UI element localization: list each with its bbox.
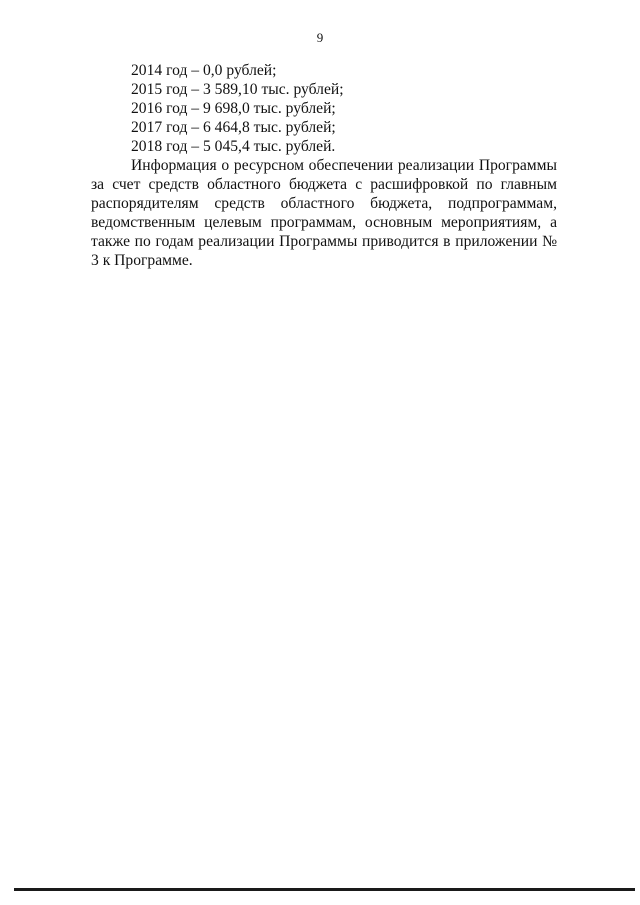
funding-line-2015: 2015 год – 3 589,10 тыс. рублей; xyxy=(131,81,344,98)
bottom-border-line xyxy=(14,888,635,891)
page-number: 9 xyxy=(316,30,324,45)
funding-line-2017: 2017 год – 6 464,8 тыс. рублей; xyxy=(131,119,336,136)
funding-line-2018: 2018 год – 5 045,4 тыс. рублей. xyxy=(131,138,336,155)
funding-line-2014: 2014 год – 0,0 рублей; xyxy=(131,62,277,79)
funding-line-2016: 2016 год – 9 698,0 тыс. рублей; xyxy=(131,100,336,117)
resource-info-paragraph: Информация о ресурсном обеспечении реализации Программы за счет средств областного бюджета с расшифровкой по главным распорядителям средств областного бюджета, подпрограммам, ведомственным целевым программам, основным мероприятиям, а также по годам реализации Программы приводится в приложении № 3 к Программе. xyxy=(91,157,557,269)
document-body xyxy=(91,61,557,270)
